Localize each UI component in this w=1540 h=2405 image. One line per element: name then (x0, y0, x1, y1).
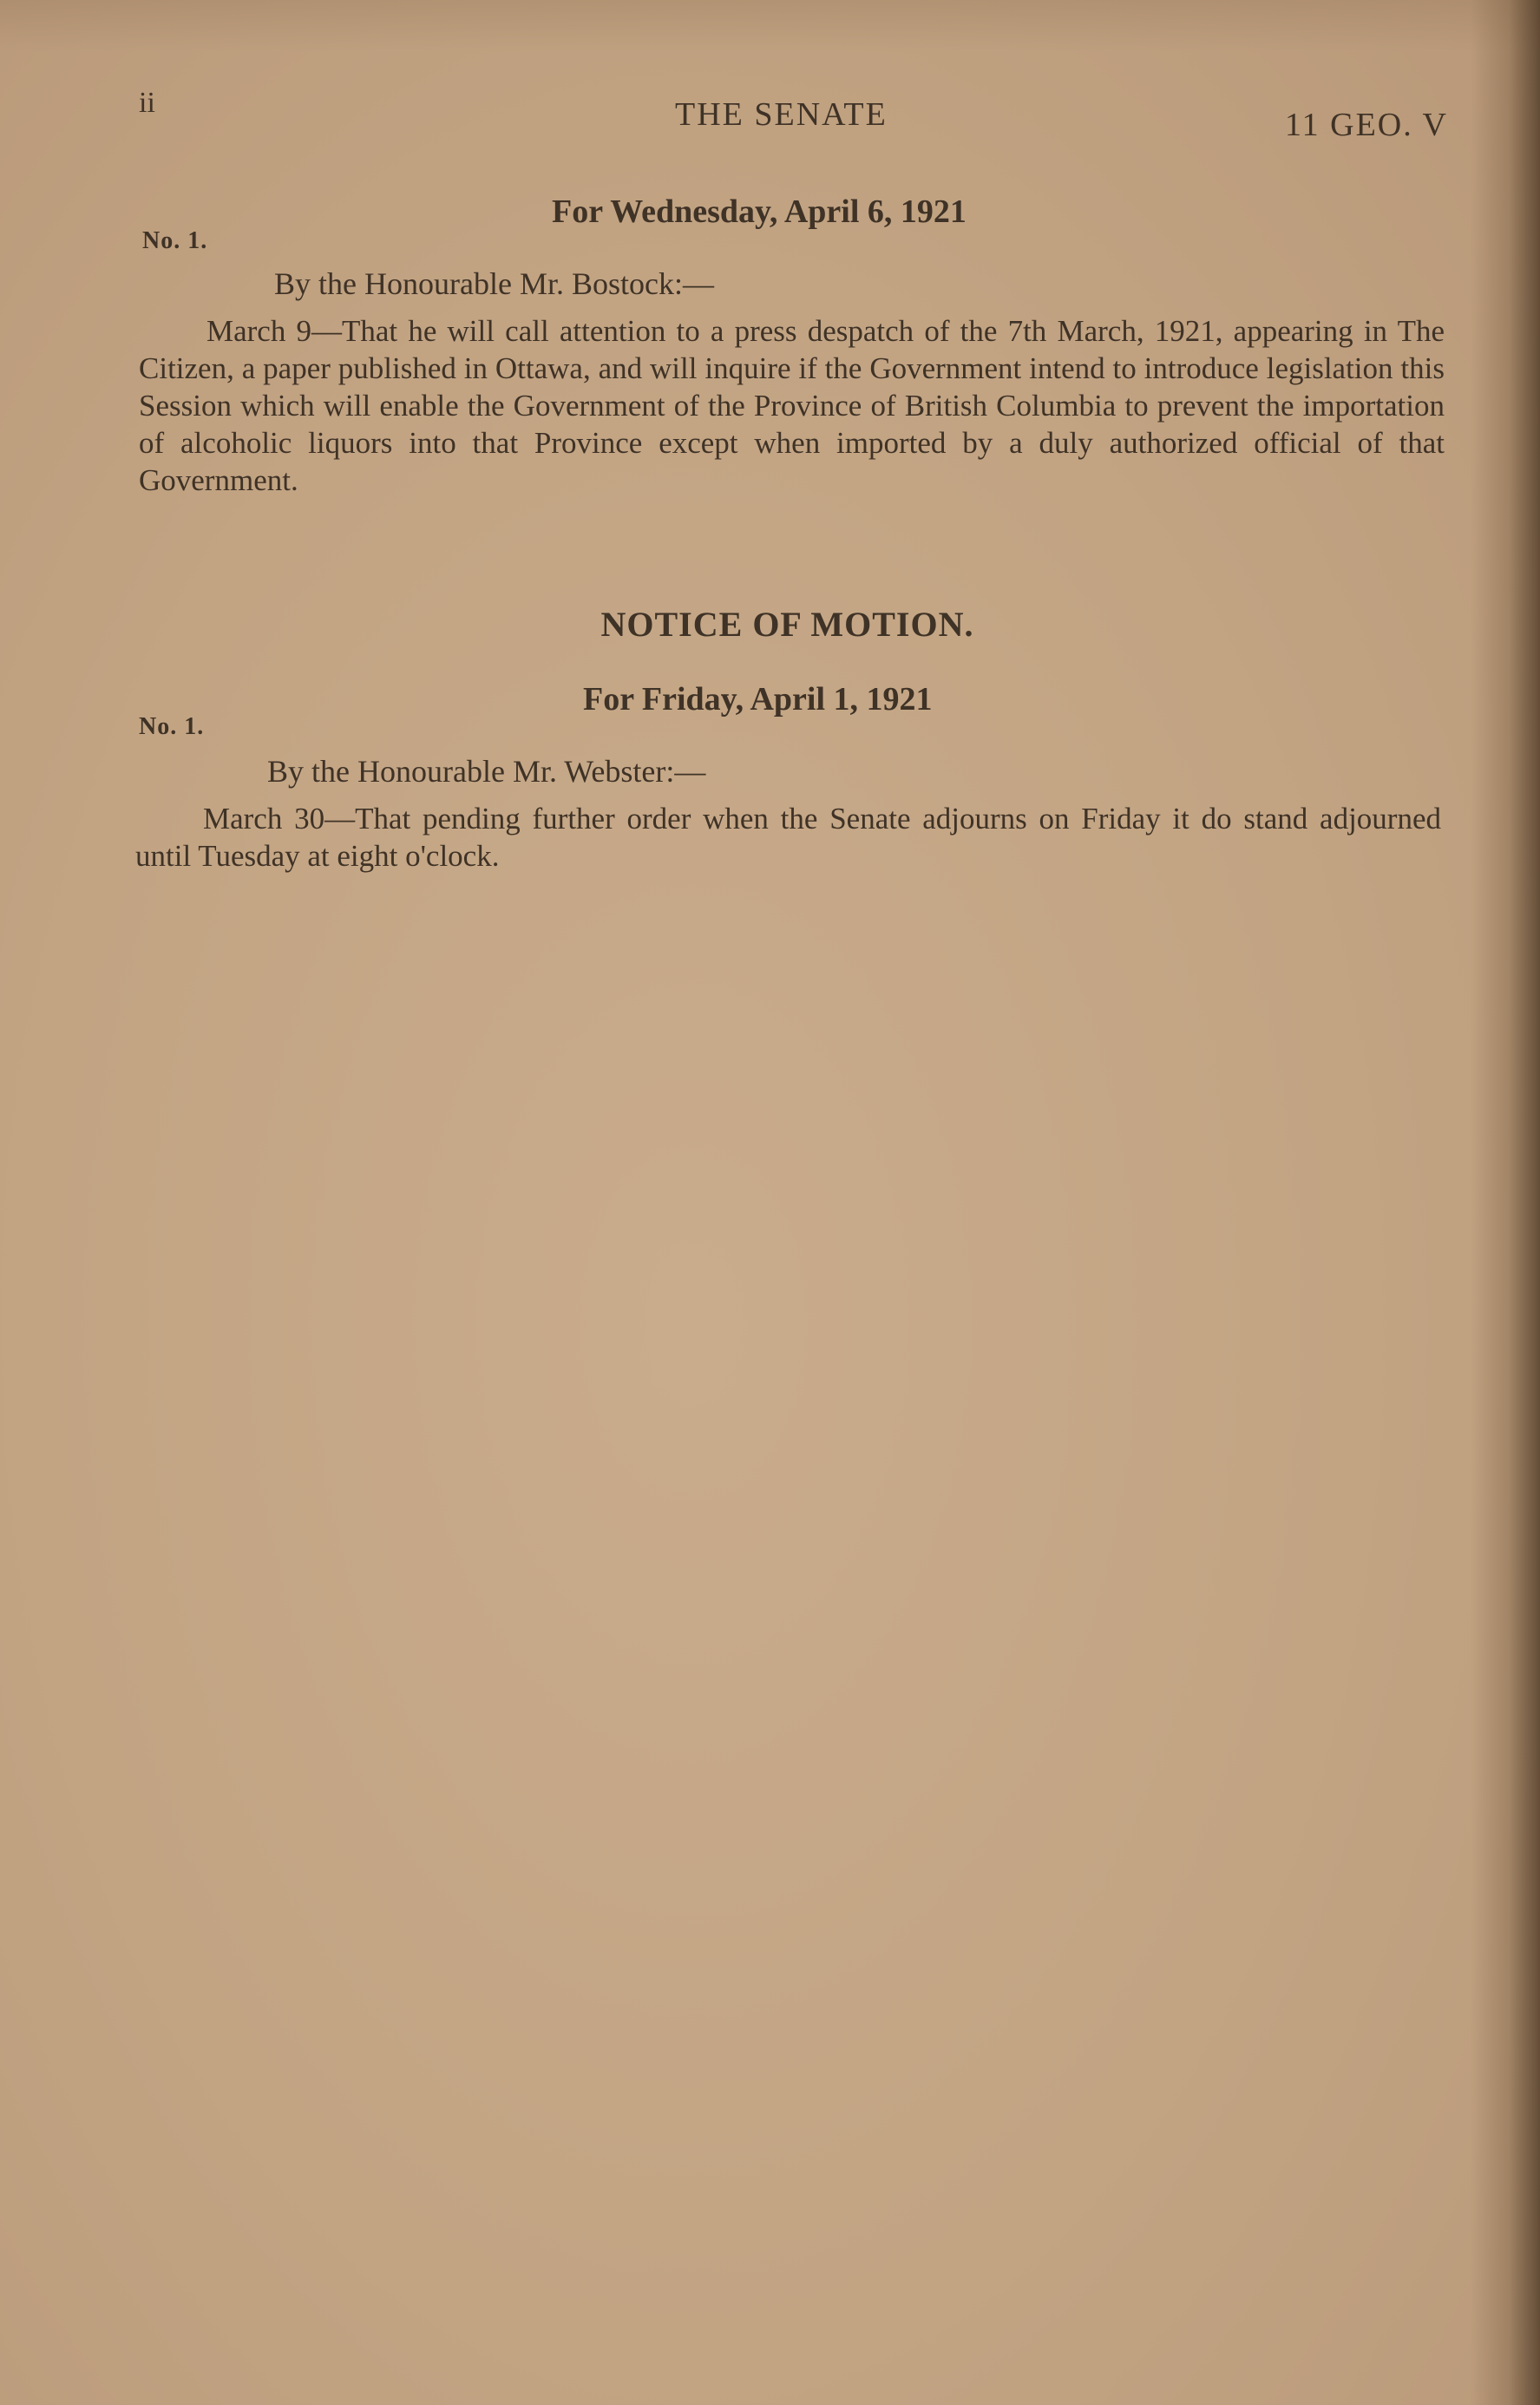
motion-byline: By the Honourable Mr. Webster:— (267, 754, 706, 789)
inquiry-date-heading: For Wednesday, April 6, 1921 (552, 193, 967, 230)
page-number: ii (139, 87, 155, 119)
page-top-shade (0, 0, 1540, 52)
inquiry-item-number: No. 1. (142, 227, 208, 254)
notice-of-motion-title: NOTICE OF MOTION. (600, 605, 974, 644)
page-edge-shadow (1471, 0, 1540, 2405)
motion-text: March 30—That pending further order when the Senate adjourns on Friday it do stand adjourned until Tuesday at eight o'clock. (135, 802, 1441, 873)
inquiry-text: March 9—That he will call attention to a press despatch of the 7th March, 1921, appearing in The Citizen, a paper published in Ottawa, and will inquire if the Government intend to introduce legislation this Session which will enable the Government of the Province of British Columbia to prevent the importation of alcoholic liquors into that Province except when imported by a duly authorized official of that Government. (139, 314, 1445, 497)
motion-item-number: No. 1. (139, 713, 205, 740)
motion-date-heading: For Friday, April 1, 1921 (583, 681, 933, 718)
inquiry-byline: By the Honourable Mr. Bostock:— (274, 266, 714, 301)
running-head-title: THE SENATE (675, 96, 888, 133)
volume-reference: 11 GEO. V (1285, 107, 1448, 143)
